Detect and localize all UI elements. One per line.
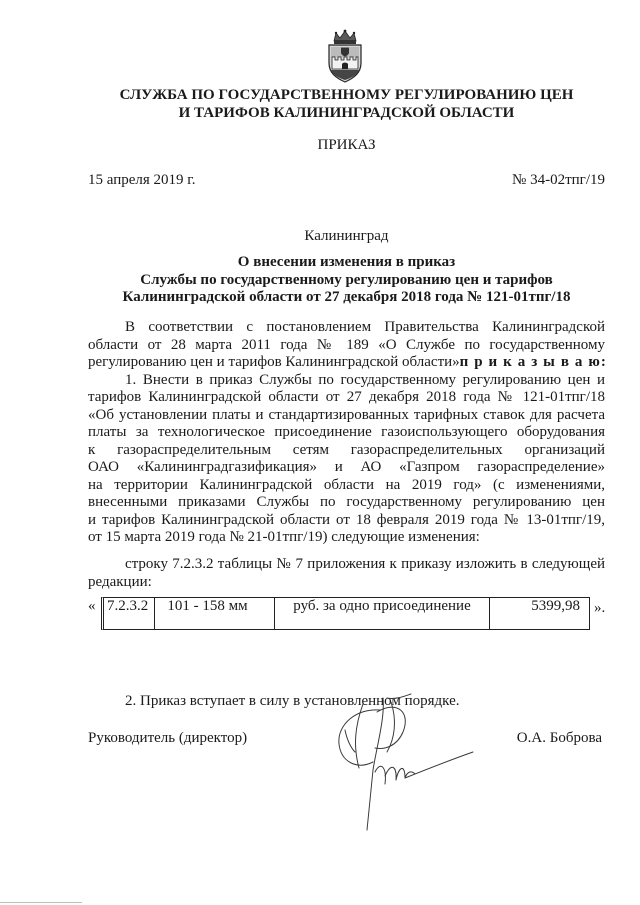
paragraph-line: редакции: <box>88 573 152 590</box>
paragraph-line: внесенными приказами Службы по государственному регулированию цен <box>88 494 605 510</box>
table-cell-price: 5399,98 <box>531 598 580 614</box>
paragraph-line: 1. Внести в приказ Службы по государственному регулированию цен и <box>125 371 605 388</box>
paragraph-line: к газораспределительным сетям газораспределительных организаций <box>88 441 605 458</box>
table-cell-row-number: 7.2.3.2 <box>104 598 155 629</box>
paragraph-preamble <box>88 319 605 372</box>
signatory-position: Руководитель (директор) <box>88 730 248 746</box>
table-cell-diameter: 101 - 158 мм <box>155 598 275 629</box>
paragraph-row-change <box>88 556 605 591</box>
agency-header <box>88 86 605 122</box>
paragraph-line: платы за технологическое присоединение газоиспользующего оборудования <box>88 424 605 440</box>
paragraph-line: от 15 марта 2019 года № 21-01тпг/19) следующие изменения: <box>88 529 480 545</box>
document-type: ПРИКАЗ <box>317 137 376 153</box>
coat-of-arms-icon <box>324 29 366 83</box>
paragraph-line: строку 7.2.3.2 таблицы № 7 приложения к приказу изложить в следующей <box>125 556 605 572</box>
table-cell-unit: руб. за одно присоединение <box>275 598 490 629</box>
title-line: О внесении изменения в приказ <box>237 254 456 270</box>
paragraph-line: области от 28 марта 2011 года № 189 «О Службе по государственному <box>88 336 605 353</box>
agency-name-line-2: И ТАРИФОВ КАЛИНИНГРАДСКОЙ ОБЛАСТИ <box>178 105 515 121</box>
paragraph-line-text: регулированию цен и тарифов Калининградской области» <box>88 354 460 370</box>
paragraph-line: и тарифов Калининградской области от 18 февраля 2019 года № 13-01тпг/19, <box>88 511 605 528</box>
tariff-table-row <box>101 597 590 630</box>
paragraph-line: «Об установлении платы и стандартизированных тарифных ставок для расчета <box>88 406 605 423</box>
document-number: № 34-02тпг/19 <box>512 172 605 188</box>
document-city: Калининград <box>304 228 389 244</box>
document-date: 15 апреля 2019 г. <box>88 172 196 188</box>
paragraph-line: тарифов Калининградской области от 27 декабря 2018 года № 121-01тпг/18 <box>88 389 605 405</box>
table-open-quote: « <box>88 598 96 614</box>
date-number-row <box>88 171 605 189</box>
footnote-separator <box>0 902 82 903</box>
handwritten-signature-icon <box>325 690 480 835</box>
order-keyword: п р и к а з ы в а ю: <box>459 354 607 370</box>
paragraph-line: на территории Калининградской области на 2019 год» (с изменениями, <box>88 476 605 493</box>
paragraph-line <box>88 354 605 372</box>
document-title <box>88 254 605 307</box>
paragraph-line: 2. Приказ вступает в силу в установленном порядке. <box>125 693 460 709</box>
paragraph-line: В соответствии с постановлением Правительства Калининградской <box>125 319 605 335</box>
table-close-quote: ». <box>594 600 606 616</box>
paragraph-item-1 <box>88 372 605 547</box>
paragraph-line: ОАО «Калининградгазификация» и АО «Газпром газораспределение» <box>88 459 605 475</box>
title-line: Службы по государственному регулированию цен и тарифов <box>140 271 553 288</box>
title-line: Калининградской области от 27 декабря 2018 года № 121-01тпг/18 <box>122 289 571 305</box>
agency-name-line-1: СЛУЖБА ПО ГОСУДАРСТВЕННОМУ РЕГУЛИРОВАНИЮ ЦЕН <box>119 87 574 103</box>
signatory-name: О.А. Боброва <box>516 730 602 746</box>
